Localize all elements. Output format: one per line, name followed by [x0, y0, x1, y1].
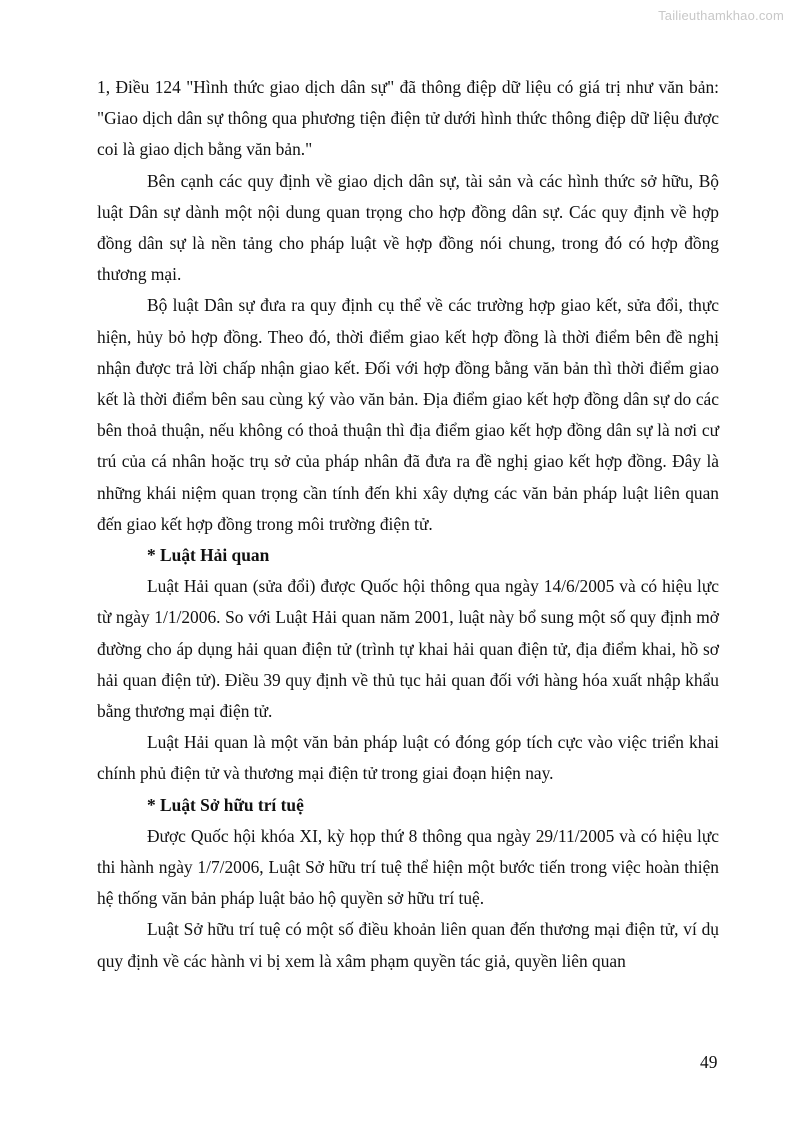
paragraph-contract-formation: Bộ luật Dân sự đưa ra quy định cụ thể về các trường hợp giao kết, sửa đổi, thực hiện, hủy bỏ hợp đồng. Theo đó, thời điểm giao kết hợp đồng là thời điểm bên đề nghị nhận được trả lời chấp nhận giao kết. Đối với hợp đồng bằng văn bản thì thời điểm giao kết là thời điểm bên sau cùng ký vào văn bản. Địa điểm giao kết hợp đồng dân sự do các bên thoả thuận, nếu không có thoả thuận thì địa điểm giao kết hợp đồng dân sự là nơi cư trú của cá nhân hoặc trụ sở của pháp nhân đã đưa ra đề nghị giao kết hợp đồng. Đây là những khái niệm quan trọng cần tính đến khi xây dựng các văn bản pháp luật liên quan đến giao kết hợp đồng trong môi trường điện tử.: [97, 295, 719, 534]
paragraph-ip-law-ecommerce: Luật Sở hữu trí tuệ có một số điều khoản liên quan đến thương mại điện tử, ví dụ quy định về các hành vi bị xem là xâm phạm quyền tác giả, quyền liên quan: [97, 919, 719, 971]
heading-ip-law: * Luật Sở hữu trí tuệ: [147, 794, 304, 815]
heading-customs-law: * Luật Hải quan: [147, 545, 270, 566]
paragraph-civil-contracts: Bên cạnh các quy định về giao dịch dân sự, tài sản và các hình thức sở hữu, Bộ luật Dân sự dành một nội dung quan trọng cho hợp đồng dân sự. Các quy định về hợp đồng dân sự là nền tảng cho pháp luật về hợp đồng nói chung, trong đó có hợp đồng thương mại.: [97, 170, 719, 285]
paragraph-article-124: 1, Điều 124 "Hình thức giao dịch dân sự" đã thông điệp dữ liệu có giá trị như văn bản: "Giao dịch dân sự thông qua phương tiện điện tử dưới hình thức thông điệp dữ liệu được coi là giao dịch bằng văn bản.": [97, 77, 719, 160]
page-number: 49: [700, 1052, 718, 1072]
document-body: [97, 72, 719, 977]
watermark: Tailieuthamkhao.com: [658, 8, 784, 23]
paragraph-customs-law-amended: Luật Hải quan (sửa đổi) được Quốc hội thông qua ngày 14/6/2005 và có hiệu lực từ ngày 1/1/2006. So với Luật Hải quan năm 2001, luật này bổ sung một số quy định mở đường cho áp dụng hải quan điện tử (trình tự khai hải quan điện tử, địa điểm khai, hồ sơ hải quan điện tử). Điều 39 quy định về thủ tục hải quan đối với hàng hóa xuất nhập khẩu bằng thương mại điện tử.: [97, 576, 719, 722]
paragraph-customs-law-contribution: Luật Hải quan là một văn bản pháp luật có đóng góp tích cực vào việc triển khai chính phủ điện tử và thương mại điện tử trong giai đoạn hiện nay.: [97, 732, 719, 784]
paragraph-ip-law-passed: Được Quốc hội khóa XI, kỳ họp thứ 8 thông qua ngày 29/11/2005 và có hiệu lực thi hành ngày 1/7/2006, Luật Sở hữu trí tuệ thể hiện một bước tiến trong việc hoàn thiện hệ thống văn bản pháp luật bảo hộ quyền sở hữu trí tuệ.: [97, 825, 719, 909]
